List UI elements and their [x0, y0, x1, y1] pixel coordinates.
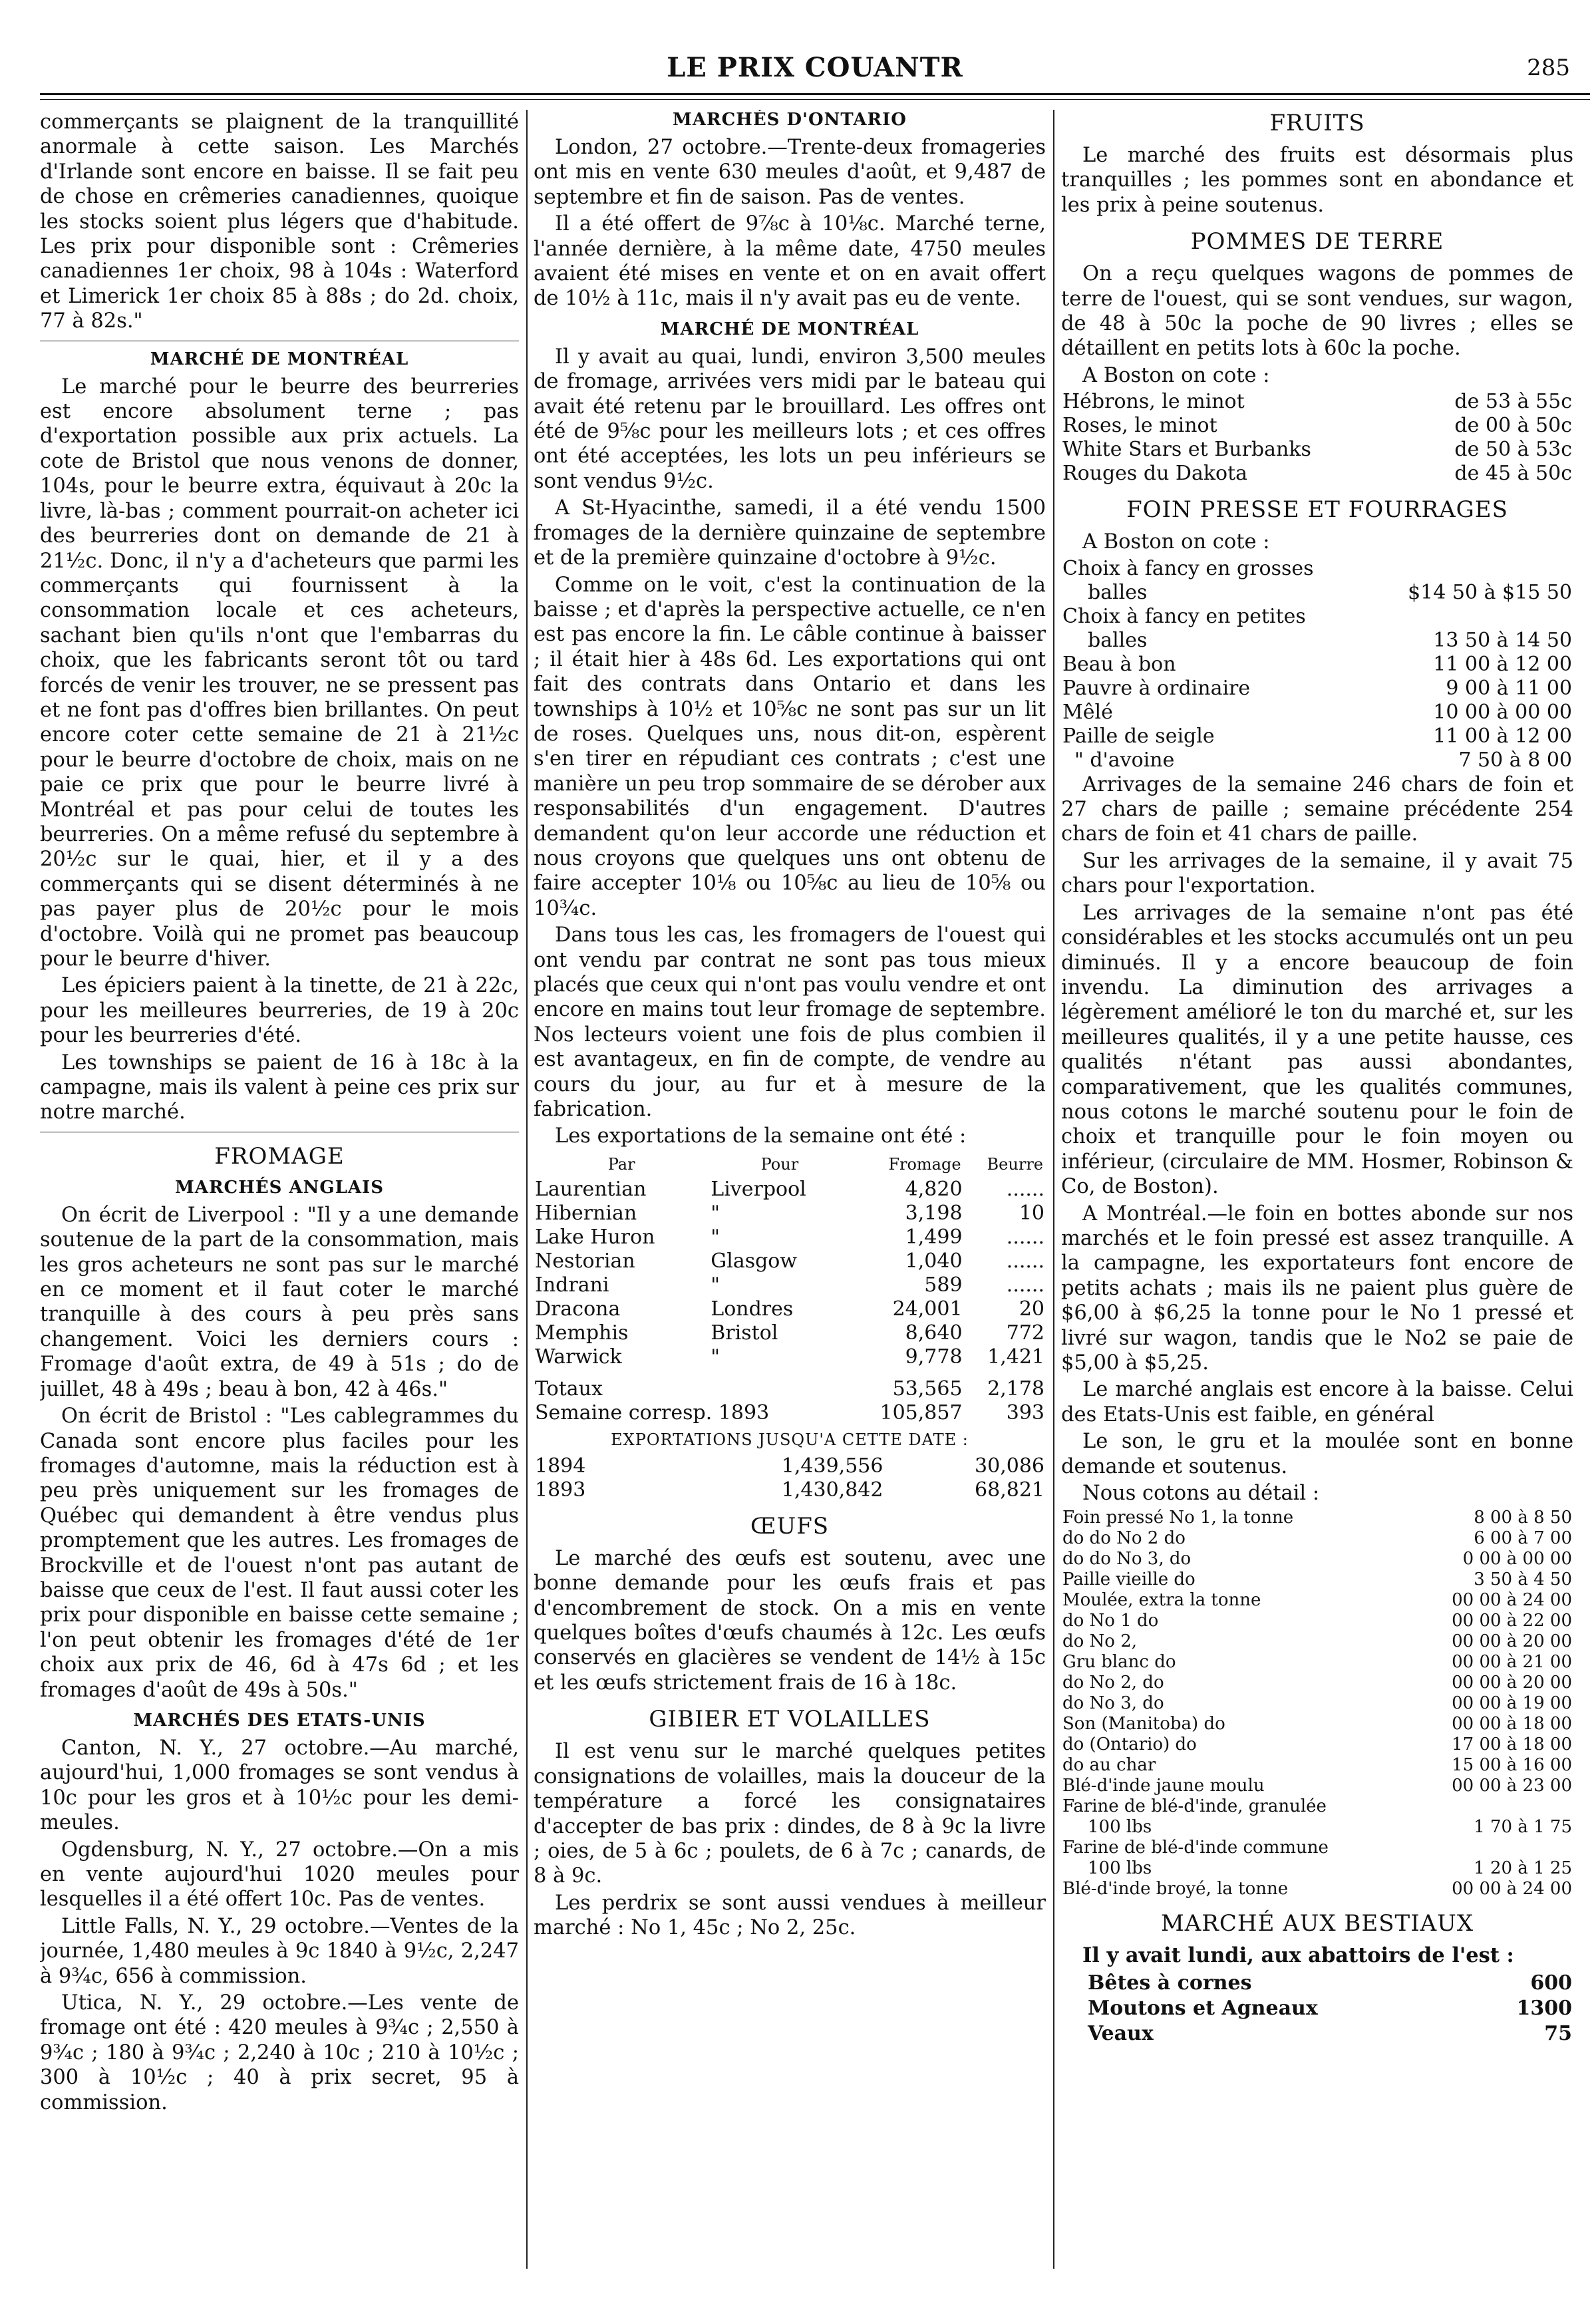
hay-price-table [1061, 557, 1573, 772]
table-row [534, 1202, 1046, 1226]
item-label: Rouges du Dakota [1062, 462, 1248, 486]
paragraph: Les exportations de la semaine ont été : [555, 1124, 967, 1148]
item-price: 11 00 à 12 00 [1433, 724, 1572, 748]
paragraph: A Boston on cote : [1082, 363, 1270, 387]
ship-name: Nestorian [535, 1249, 635, 1273]
table-row [1061, 1631, 1573, 1652]
table-header-row [534, 1151, 1046, 1178]
page [40, 47, 1590, 2282]
item-label: do (Ontario) do [1062, 1734, 1197, 1755]
destination: Bristol [711, 1321, 778, 1345]
exports-table [534, 1151, 1046, 1425]
retail-price-table [1061, 1508, 1573, 1899]
totals-cheese: 53,565 [892, 1377, 963, 1400]
table-row [1061, 1652, 1573, 1673]
cheese-count: 3,198 [905, 1201, 963, 1225]
table-row [1061, 2021, 1573, 2047]
item-price: 1 70 à 1 75 [1474, 1817, 1572, 1838]
item-price: 17 00 à 18 00 [1452, 1734, 1572, 1755]
item-label: Gru blanc do [1062, 1652, 1176, 1673]
totals-butter: 2,178 [987, 1377, 1044, 1400]
item-price: 11 00 à 12 00 [1433, 652, 1572, 676]
table-row [1061, 748, 1573, 772]
section-heading: MARCHÉ DE MONTRÉAL [150, 349, 409, 369]
table-row [1061, 605, 1573, 629]
ship-name: Dracona [535, 1297, 621, 1321]
column-header: Beurre [987, 1154, 1043, 1174]
paragraph: Le son, le gru et la moulée sont en bonne demande et soutenus. [1061, 1430, 1573, 1478]
item-label: do do No 3, do [1062, 1549, 1192, 1569]
table-row [1061, 414, 1573, 438]
item-label: " d'avoine [1074, 748, 1175, 772]
item-price: 00 00 à 23 00 [1452, 1776, 1572, 1796]
table-row [1061, 1714, 1573, 1734]
column-1 [40, 110, 519, 2282]
destination: " [711, 1225, 720, 1249]
item-label: Pauvre à ordinaire [1062, 676, 1251, 700]
destination: " [711, 1201, 720, 1225]
table-row [1061, 462, 1573, 486]
paragraph: Little Falls, N. Y., 29 octobre.—Ventes de la journée, 1,480 meules à 9c 1840 à 9½c, 2,247 à 9¾c, 656 à commission. [40, 1914, 519, 1988]
column-header: Pour [760, 1154, 799, 1174]
ship-name: Memphis [535, 1321, 629, 1345]
item-label: 100 lbs [1088, 1858, 1152, 1879]
section-title: FRUITS [1269, 110, 1365, 136]
item-label: Choix à fancy en grosses [1062, 556, 1314, 580]
section-heading: MARCHÉS DES ETATS-UNIS [133, 1710, 426, 1730]
destination: " [711, 1273, 720, 1297]
page-header [40, 47, 1590, 95]
cheese-count: 9,778 [905, 1345, 963, 1369]
item-label: do No 3, do [1062, 1693, 1164, 1714]
column-divider [526, 110, 528, 2269]
item-label: balles [1088, 580, 1148, 604]
table-row [534, 1178, 1046, 1202]
table-row [1061, 1796, 1573, 1817]
column-3 [1061, 110, 1573, 2282]
paragraph: Le marché anglais est encore à la baisse. Celui des Etats-Unis est faible, en général [1061, 1378, 1573, 1426]
item-price: 13 50 à 14 50 [1433, 628, 1572, 652]
item-price: de 00 à 50c [1454, 414, 1572, 438]
item-price: 10 00 à 00 00 [1433, 700, 1572, 724]
table-row [1061, 1734, 1573, 1755]
butter-count: 20 [1019, 1297, 1044, 1321]
item-price [1412, 1838, 1573, 1858]
item-label: do No 1 do [1062, 1611, 1159, 1631]
item-price: 3 50 à 4 50 [1474, 1569, 1572, 1590]
item-price: 0 00 à 00 00 [1462, 1549, 1572, 1569]
table-row [1061, 1508, 1573, 1528]
item-price: 00 00 à 19 00 [1452, 1693, 1572, 1714]
butter-count: ...... [1006, 1273, 1044, 1297]
item-label: White Stars et Burbanks [1062, 438, 1311, 462]
table-row [1061, 1996, 1573, 2021]
column-header: Fromage [888, 1154, 961, 1174]
paragraph: Les perdrix se sont aussi vendues à meilleur marché : No 1, 45c ; No 2, 25c. [534, 1891, 1046, 1940]
item-price: 00 00 à 21 00 [1452, 1652, 1572, 1673]
item-label: do do No 2 do [1062, 1528, 1186, 1549]
table-row [1061, 1776, 1573, 1796]
item-label: Paille vieille do [1062, 1569, 1196, 1590]
table-row [1061, 1611, 1573, 1631]
table-heading: EXPORTATIONS JUSQU'A CETTE DATE : [611, 1430, 969, 1449]
item-label: balles [1088, 628, 1148, 652]
item-label: Blé-d'inde jaune moulu [1062, 1776, 1265, 1796]
table-row [1061, 1569, 1573, 1590]
paragraph: commerçants se plaignent de la tranquillité anormale à cette saison. Les Marchés d'Irlande sont encore en baisse. Il se fait peu de chose en crêmeries canadiennes, quoique les stocks soient plus légers que d'habitude. Les prix pour disponible sont : Crêmeries canadiennes 1er choix, 98 à 104s : Waterford et Limerick 1er choix 85 à 88s ; do 2d. choix, 77 à 82s." [40, 110, 519, 333]
paragraph: Arrivages de la semaine 246 chars de foin et 27 chars de paille ; semaine précédente 254 chars de foin et 41 chars de paille. [1061, 772, 1573, 846]
paragraph: Le marché des fruits est désormais plus tranquilles ; les pommes sont en abondance et les prix à peine soutenus. [1061, 144, 1573, 217]
table-row [1061, 390, 1573, 414]
item-label: Farine de blé-d'inde commune [1062, 1838, 1329, 1858]
table-row [1061, 1858, 1573, 1879]
ship-name: Indrani [535, 1273, 609, 1297]
item-label: Mêlé [1062, 700, 1113, 724]
paragraph: Ogdensburg, N. Y., 27 octobre.—On a mis en vente aujourd'hui 1020 meules pour lesquelles il a été offert 10c. Pas de ventes. [40, 1838, 519, 1911]
corresp-label: Semaine corresp. 1893 [535, 1400, 770, 1424]
potato-price-table [1061, 390, 1573, 486]
table-row [1061, 1528, 1573, 1549]
journal-title: LE PRIX COUANTR [667, 52, 963, 83]
livestock-label: Bêtes à cornes [1088, 1971, 1252, 1995]
butter-count: ...... [1006, 1225, 1044, 1249]
livestock-count: 600 [1530, 1971, 1572, 1995]
livestock-label: Veaux [1088, 2021, 1154, 2045]
paragraph: On écrit de Bristol : "Les cablegrammes du Canada sont encore plus faciles pour les fromages d'automne, mais la réduction est à peu près uniquement sur les fromages de Québec qui demandent à être vendus plus promptement que les autres. Les fromages de Brockville et de l'ouest n'ont pas autant de baisse que ceux de l'est. Il faut aussi coter les prix pour disponible en baisse cette semaine ; l'on peut obtenir les fromages d'été de 1er choix aux prix de 46, 6d à 47s 6d ; et les fromages d'août de 49s à 50s." [40, 1404, 519, 1702]
paragraph: A St-Hyacinthe, samedi, il a été vendu 1500 fromages de la dernière quinzaine de septembre et de la première quinzaine d'octobre à 9½c. [534, 496, 1046, 570]
table-row [1061, 629, 1573, 653]
table-row [534, 1273, 1046, 1297]
section-title: MARCHÉ AUX BESTIAUX [1160, 1910, 1474, 1937]
destination: Liverpool [711, 1177, 806, 1201]
table-row [1061, 557, 1573, 581]
butter-count: 10 [1019, 1201, 1044, 1225]
paragraph: Nous cotons au détail : [1082, 1482, 1320, 1506]
table-row [534, 1321, 1046, 1345]
table-row [1061, 581, 1573, 605]
item-label: Moulée, extra la tonne [1062, 1590, 1261, 1611]
paragraph: A Montréal.—le foin en bottes abonde sur nos marchés et le foin pressé est assez tranquille. A la campagne, les exportateurs font encore de petits achats ; mais ils ne paient plus guère de $6,00 à $6,25 la tonne pour le No 1 pressé et livré sur wagon, tandis que le No2 se paie de $5,00 à $5,25. [1061, 1202, 1573, 1375]
columns [40, 110, 1590, 2282]
item-price: 00 00 à 20 00 [1452, 1631, 1572, 1652]
item-price: 00 00 à 24 00 [1452, 1879, 1572, 1899]
table-row [534, 1297, 1046, 1321]
item-price: 1 20 à 1 25 [1474, 1858, 1572, 1879]
item-label: Roses, le minot [1062, 414, 1217, 438]
table-row [534, 1454, 1046, 1478]
page-number: 285 [1527, 55, 1570, 81]
item-price: $14 50 à $15 50 [1408, 580, 1572, 604]
livestock-count: 1300 [1516, 1996, 1572, 2020]
table-row [1061, 1755, 1573, 1776]
table-row [1061, 1590, 1573, 1611]
cheese-total: 1,430,842 [781, 1478, 883, 1502]
item-price: 7 50 à 8 00 [1458, 748, 1572, 772]
table-row [1061, 1971, 1573, 1996]
totals-row [534, 1369, 1046, 1401]
item-price: 00 00 à 22 00 [1452, 1611, 1572, 1631]
section-title: FROMAGE [214, 1142, 345, 1170]
paragraph: Canton, N. Y., 27 octobre.—Au marché, aujourd'hui, 1,000 fromages se sont vendus à 10c pour les gros et à 10½c pour les demi-meules. [40, 1736, 519, 1835]
destination: Glasgow [711, 1249, 798, 1273]
section-heading: MARCHÉS D'ONTARIO [673, 110, 907, 130]
section-heading: MARCHÉS ANGLAIS [175, 1177, 384, 1198]
item-price: 00 00 à 24 00 [1452, 1590, 1572, 1611]
paragraph: On écrit de Liverpool : "Il y a une demande soutenue de la part de la consommation, mais les gros acheteurs ne sont pas sur le marché en ce moment et il faut coter le marché tranquille à des cours à peu près sans changement. Voici les derniers cours : Fromage d'août extra, de 49 à 51s ; do de juillet, 48 à 49s ; beau à bon, 42 à 46s." [40, 1203, 519, 1401]
butter-total: 68,821 [975, 1478, 1044, 1502]
section-title: FOIN PRESSE ET FOURRAGES [1126, 496, 1508, 524]
item-label: Farine de blé-d'inde, granulée [1062, 1796, 1327, 1817]
destination: " [711, 1345, 720, 1369]
table-row [1061, 653, 1573, 677]
paragraph: Il y avait lundi, aux abattoirs de l'est : [1082, 1943, 1514, 1968]
section-title: POMMES DE TERRE [1190, 228, 1444, 255]
item-price: 6 00 à 7 00 [1474, 1528, 1572, 1549]
paragraph: Comme on le voit, c'est la continuation de la baisse ; et d'après la perspective actuelle, ce n'en est pas encore la fin. Le câble continue à baisser ; il était hier à 48s 6d. Les exportations qui ont fait des contrats dans Ontario et dans les townships à 10½ et 10⅝c ne sont pas sur un lit de roses. Quelques uns, nous dit-on, espèrent s'en tirer en répudiant ces contrats ; c'est une manière un peu trop sommaire de se dérober aux responsabilités d'un engagement. D'autres demandent qu'on leur accorde une réduction et nous croyons que quelques uns ont obtenu de faire accepter 10⅛ ou 10⅝c au lieu de 10⅝ ou 10¾c. [534, 573, 1046, 920]
table-row [1061, 701, 1573, 725]
paragraph: Utica, N. Y., 29 octobre.—Les vente de fromage ont été : 420 meules à 9¾c ; 2,550 à 9¾c ; 180 à 9¾c ; 2,240 à 10c ; 210 à 10½c ; 300 à 10½c ; 40 à prix secret, 95 à commission. [40, 1991, 519, 2114]
cheese-count: 4,820 [905, 1177, 963, 1201]
livestock-table [1061, 1971, 1573, 2047]
item-label: Paille de seigle [1062, 724, 1215, 748]
item-price: de 50 à 53c [1454, 438, 1572, 462]
livestock-count: 75 [1544, 2021, 1572, 2045]
corresp-butter: 393 [1006, 1400, 1044, 1424]
paragraph: Il est venu sur le marché quelques petites consignations de volailles, mais la douceur de la température a forcé les consignataires d'accepter de bas prix : dindes, de 8 à 9c la livre ; oies, de 5 à 6c ; poulets, de 6 à 7c ; canards, de 8 à 9c. [534, 1740, 1046, 1888]
paragraph: Dans tous les cas, les fromagers de l'ouest qui ont vendu par contrat ne sont pas tous mieux placés que ceux qui n'ont pas voulu vendre et ont encore en mains tout leur fromage de septembre. Nos lecteurs voient une fois de plus combien il est avantageux, en fin de compte, de vendre au cours du jour, au fur et à mesure de la fabrication. [534, 923, 1046, 1122]
item-price: 00 00 à 18 00 [1452, 1714, 1572, 1734]
ship-name: Lake Huron [535, 1225, 655, 1249]
item-label: do No 2, do [1062, 1673, 1164, 1693]
corresp-cheese: 105,857 [879, 1400, 963, 1424]
item-price: 00 00 à 20 00 [1452, 1673, 1572, 1693]
section-title: GIBIER ET VOLAILLES [649, 1706, 931, 1733]
table-row [1061, 1817, 1573, 1838]
item-price: de 53 à 55c [1454, 390, 1572, 414]
table-row [534, 1249, 1046, 1273]
paragraph: London, 27 octobre.—Trente-deux fromageries ont mis en vente 630 meules d'août, et 9,487 de septembre et fin de saison. Pas de ventes. [534, 136, 1046, 209]
cheese-count: 24,001 [892, 1297, 963, 1321]
item-price [1412, 1796, 1573, 1817]
header-rule [40, 99, 1590, 100]
paragraph: Sur les arrivages de la semaine, il y avait 75 chars pour l'exportation. [1061, 849, 1573, 898]
item-label: Foin pressé No 1, la tonne [1062, 1508, 1294, 1528]
destination: Londres [711, 1297, 794, 1321]
section-heading: MARCHÉ DE MONTRÉAL [660, 319, 919, 339]
paragraph: Les arrivages de la semaine n'ont pas été considérables et les stocks accumulés ont un peu diminués. Il y a encore beaucoup de foin invendu. La diminution des arrivages a légèrement amélioré le ton du marché et, sur les meilleures qualités, il y a une petite hausse, ces qualités n'étant pas aussi abondantes, comparativement, que les qualités communes, nous cotons le marché soutenu pour le foin de choix et tranquille pour le foin moyen ou inférieur, (circulaire de MM. Hosmer, Robinson & Co, de Boston). [1061, 901, 1573, 1199]
table-row [1061, 677, 1573, 701]
livestock-label: Moutons et Agneaux [1088, 1996, 1318, 2020]
butter-count: ...... [1006, 1177, 1044, 1201]
section-title: ŒUFS [750, 1512, 830, 1540]
ship-name: Laurentian [535, 1177, 647, 1201]
paragraph: Il y avait au quai, lundi, environ 3,500 meules de fromage, arrivées vers midi par le bateau qui avait été retenu par le brouillard. Les offres ont été de 9⅝c pour les meilleurs lots ; et ces offres ont été acceptées, les lots un peu inférieurs se sont vendus 9½c. [534, 345, 1046, 493]
paragraph: Les townships se paient de 16 à 18c à la campagne, mais ils valent à peine ces prix sur notre marché. [40, 1051, 519, 1124]
paragraph: Il a été offert de 9⅞c à 10⅛c. Marché terne, l'année dernière, à la même date, 4750 meules avaient été mises en vente et on en avait offert de 10½ à 11c, mais il n'y avait pas eu de vente. [534, 212, 1046, 311]
butter-count: ...... [1006, 1249, 1044, 1273]
table-row [1061, 1673, 1573, 1693]
cheese-count: 589 [924, 1273, 963, 1297]
column-2 [534, 110, 1046, 2282]
item-price: 9 00 à 11 00 [1446, 676, 1572, 700]
item-label: Blé-d'inde broyé, la tonne [1062, 1879, 1289, 1899]
table-row [534, 1226, 1046, 1249]
item-label: Beau à bon [1062, 652, 1176, 676]
cumulative-exports-table [534, 1454, 1046, 1502]
item-price: de 45 à 50c [1454, 462, 1572, 486]
item-price [1370, 557, 1573, 581]
item-label: do No 2, [1062, 1631, 1138, 1652]
table-row [534, 1345, 1046, 1369]
paragraph: Le marché pour le beurre des beurreries est encore absolument terne ; pas d'exportation possible aux prix actuels. La cote de Bristol que nous venons de donner, 104s, pour le beurre extra, équivaut à 20c la livre, là-bas ; comment pourrait-on acheter ici des beurreries dont on demande de 21 à 21½c. Donc, il n'y a d'acheteurs que parmi les commerçants qui fournissent à la consommation locale et ces acheteurs, sachant bien qu'ils n'ont que l'embarras du choix, que les fabricants seront tôt ou tard forcés de venir les trouver, ne se pressent pas et ne font pas d'offres bien brillantes. On peut encore coter cette semaine de 21 à 21½c pour le beurre d'octobre de choix, mais on ne paie ce prix que pour le beurre livré à Montréal et pas pour celui de toutes les beurreries. On a même refusé du septembre à 20½c sur le quai, hier, et il y a des commerçants qui se disent déterminés à ne pas payer plus de 20½c pour le mois d'octobre. Voilà qui ne promet pas beaucoup pour le beurre d'hiver. [40, 375, 519, 971]
paragraph: Les épiciers paient à la tinette, de 21 à 22c, pour les meilleures beurreries, de 19 à 20c pour les beurreries d'été. [40, 974, 519, 1048]
paragraph: On a reçu quelques wagons de pommes de terre de l'ouest, qui se sont vendues, sur wagon, de 48 à 50c la poche de 90 livres ; elles se détaillent en petits lots à 60c la poche. [1061, 262, 1573, 361]
butter-total: 30,086 [975, 1454, 1044, 1478]
cheese-count: 1,040 [905, 1249, 963, 1273]
column-header: Par [607, 1154, 635, 1174]
item-label: do au char [1062, 1755, 1156, 1776]
item-label: Hébrons, le minot [1062, 390, 1245, 414]
cheese-total: 1,439,556 [781, 1454, 883, 1478]
butter-count: 1,421 [987, 1345, 1044, 1369]
item-label: Choix à fancy en petites [1062, 604, 1306, 628]
column-divider [1053, 110, 1054, 2269]
table-row [1061, 725, 1573, 748]
table-row [1061, 1693, 1573, 1714]
year: 1894 [535, 1454, 586, 1478]
item-price [1370, 605, 1573, 629]
table-row [1061, 438, 1573, 462]
totals-label: Totaux [535, 1377, 603, 1400]
paragraph: A Boston on cote : [1082, 530, 1270, 554]
cheese-count: 8,640 [905, 1321, 963, 1345]
paragraph: Le marché des œufs est soutenu, avec une bonne demande pour les œufs frais et pas d'encombrement de stock. On a mis en vente quelques boîtes d'œufs chaumés à 12c. Les œufs conservés en glacières se vendent de 14½ à 15c et les œufs strictement frais de 16 à 18c. [534, 1546, 1046, 1695]
table-row [1061, 1879, 1573, 1899]
table-row [1061, 1838, 1573, 1858]
item-label: 100 lbs [1088, 1817, 1152, 1838]
item-price: 8 00 à 8 50 [1474, 1508, 1572, 1528]
year: 1893 [535, 1478, 586, 1502]
table-row [534, 1478, 1046, 1502]
item-price: 15 00 à 16 00 [1452, 1755, 1572, 1776]
ship-name: Hibernian [535, 1201, 637, 1225]
ship-name: Warwick [535, 1345, 622, 1369]
cheese-count: 1,499 [905, 1225, 963, 1249]
butter-count: 772 [1006, 1321, 1044, 1345]
item-label: Son (Manitoba) do [1062, 1714, 1225, 1734]
previous-year-row [534, 1401, 1046, 1425]
table-row [1061, 1549, 1573, 1569]
